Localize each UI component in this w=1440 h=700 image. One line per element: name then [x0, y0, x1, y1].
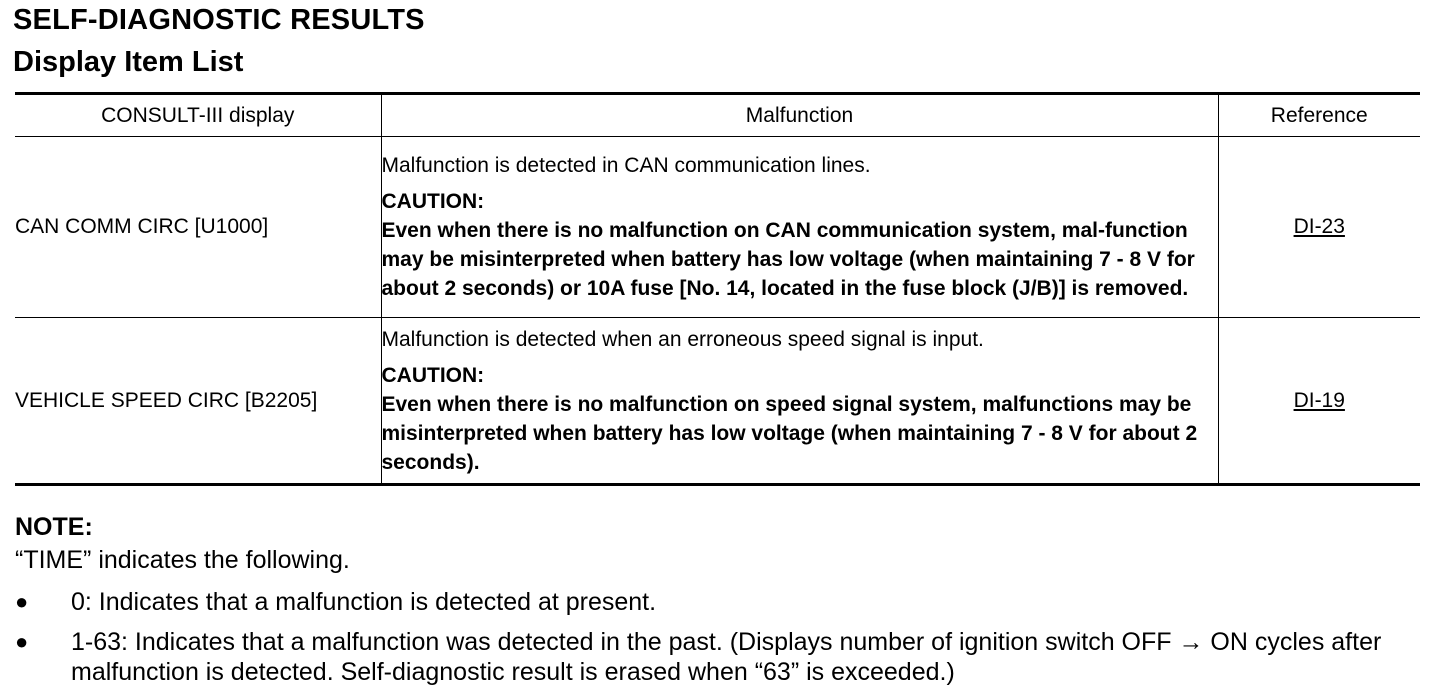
note-list	[15, 587, 1425, 697]
consult-display-cell: VEHICLE SPEED CIRC [B2205]	[15, 318, 381, 485]
table-row	[15, 318, 1420, 485]
malfunction-cell	[381, 137, 1218, 318]
caution-text: Even when there is no malfunction on CAN communication system, mal-function may be misinterpreted when battery has low voltage (when maintaining 7 - 8 V for about 2 seconds) or 10A fuse [No. 14, located in the fuse block (J/B)] is removed.	[381, 219, 1195, 300]
list-item-text: 0: Indicates that a malfunction is detected at present.	[71, 588, 657, 616]
page-subtitle: Display Item List	[13, 46, 244, 78]
table-row	[15, 137, 1420, 318]
column-header-display: CONSULT-III display	[15, 94, 381, 137]
bullet-icon: ●	[15, 629, 29, 654]
reference-link[interactable]: DI-19	[1293, 388, 1345, 412]
note-intro: “TIME” indicates the following.	[15, 546, 350, 574]
display-item-table	[15, 92, 1420, 486]
caution-label: CAUTION:	[381, 363, 485, 387]
note-title: NOTE:	[15, 513, 93, 541]
bullet-icon: ●	[15, 589, 29, 614]
list-item	[15, 627, 1425, 687]
page-title: SELF-DIAGNOSTIC RESULTS	[13, 4, 425, 36]
consult-display-cell: CAN COMM CIRC [U1000]	[15, 137, 381, 318]
table-header-row	[15, 94, 1420, 137]
reference-link[interactable]: DI-23	[1293, 215, 1345, 238]
column-header-reference: Reference	[1218, 94, 1420, 137]
list-item-text: 1-63: Indicates that a malfunction was detected in the past. (Displays number of ignition switch OFF → ON cycles after malfunction is detected. Self-diagnostic result is erased when “63” is exceeded.)	[71, 628, 1382, 686]
malfunction-description: Malfunction is detected when an erroneous speed signal is input.	[381, 327, 984, 351]
list-item	[15, 587, 1425, 617]
malfunction-description: Malfunction is detected in CAN communication lines.	[381, 154, 871, 177]
column-header-malfunction: Malfunction	[381, 94, 1218, 137]
reference-cell	[1218, 137, 1420, 318]
caution-text: Even when there is no malfunction on speed signal system, malfunctions may be misinterpreted when battery has low voltage (when maintaining 7 - 8 V for about 2 seconds).	[381, 392, 1198, 474]
malfunction-cell	[381, 318, 1218, 485]
reference-cell	[1218, 318, 1420, 485]
caution-label: CAUTION:	[381, 190, 485, 213]
